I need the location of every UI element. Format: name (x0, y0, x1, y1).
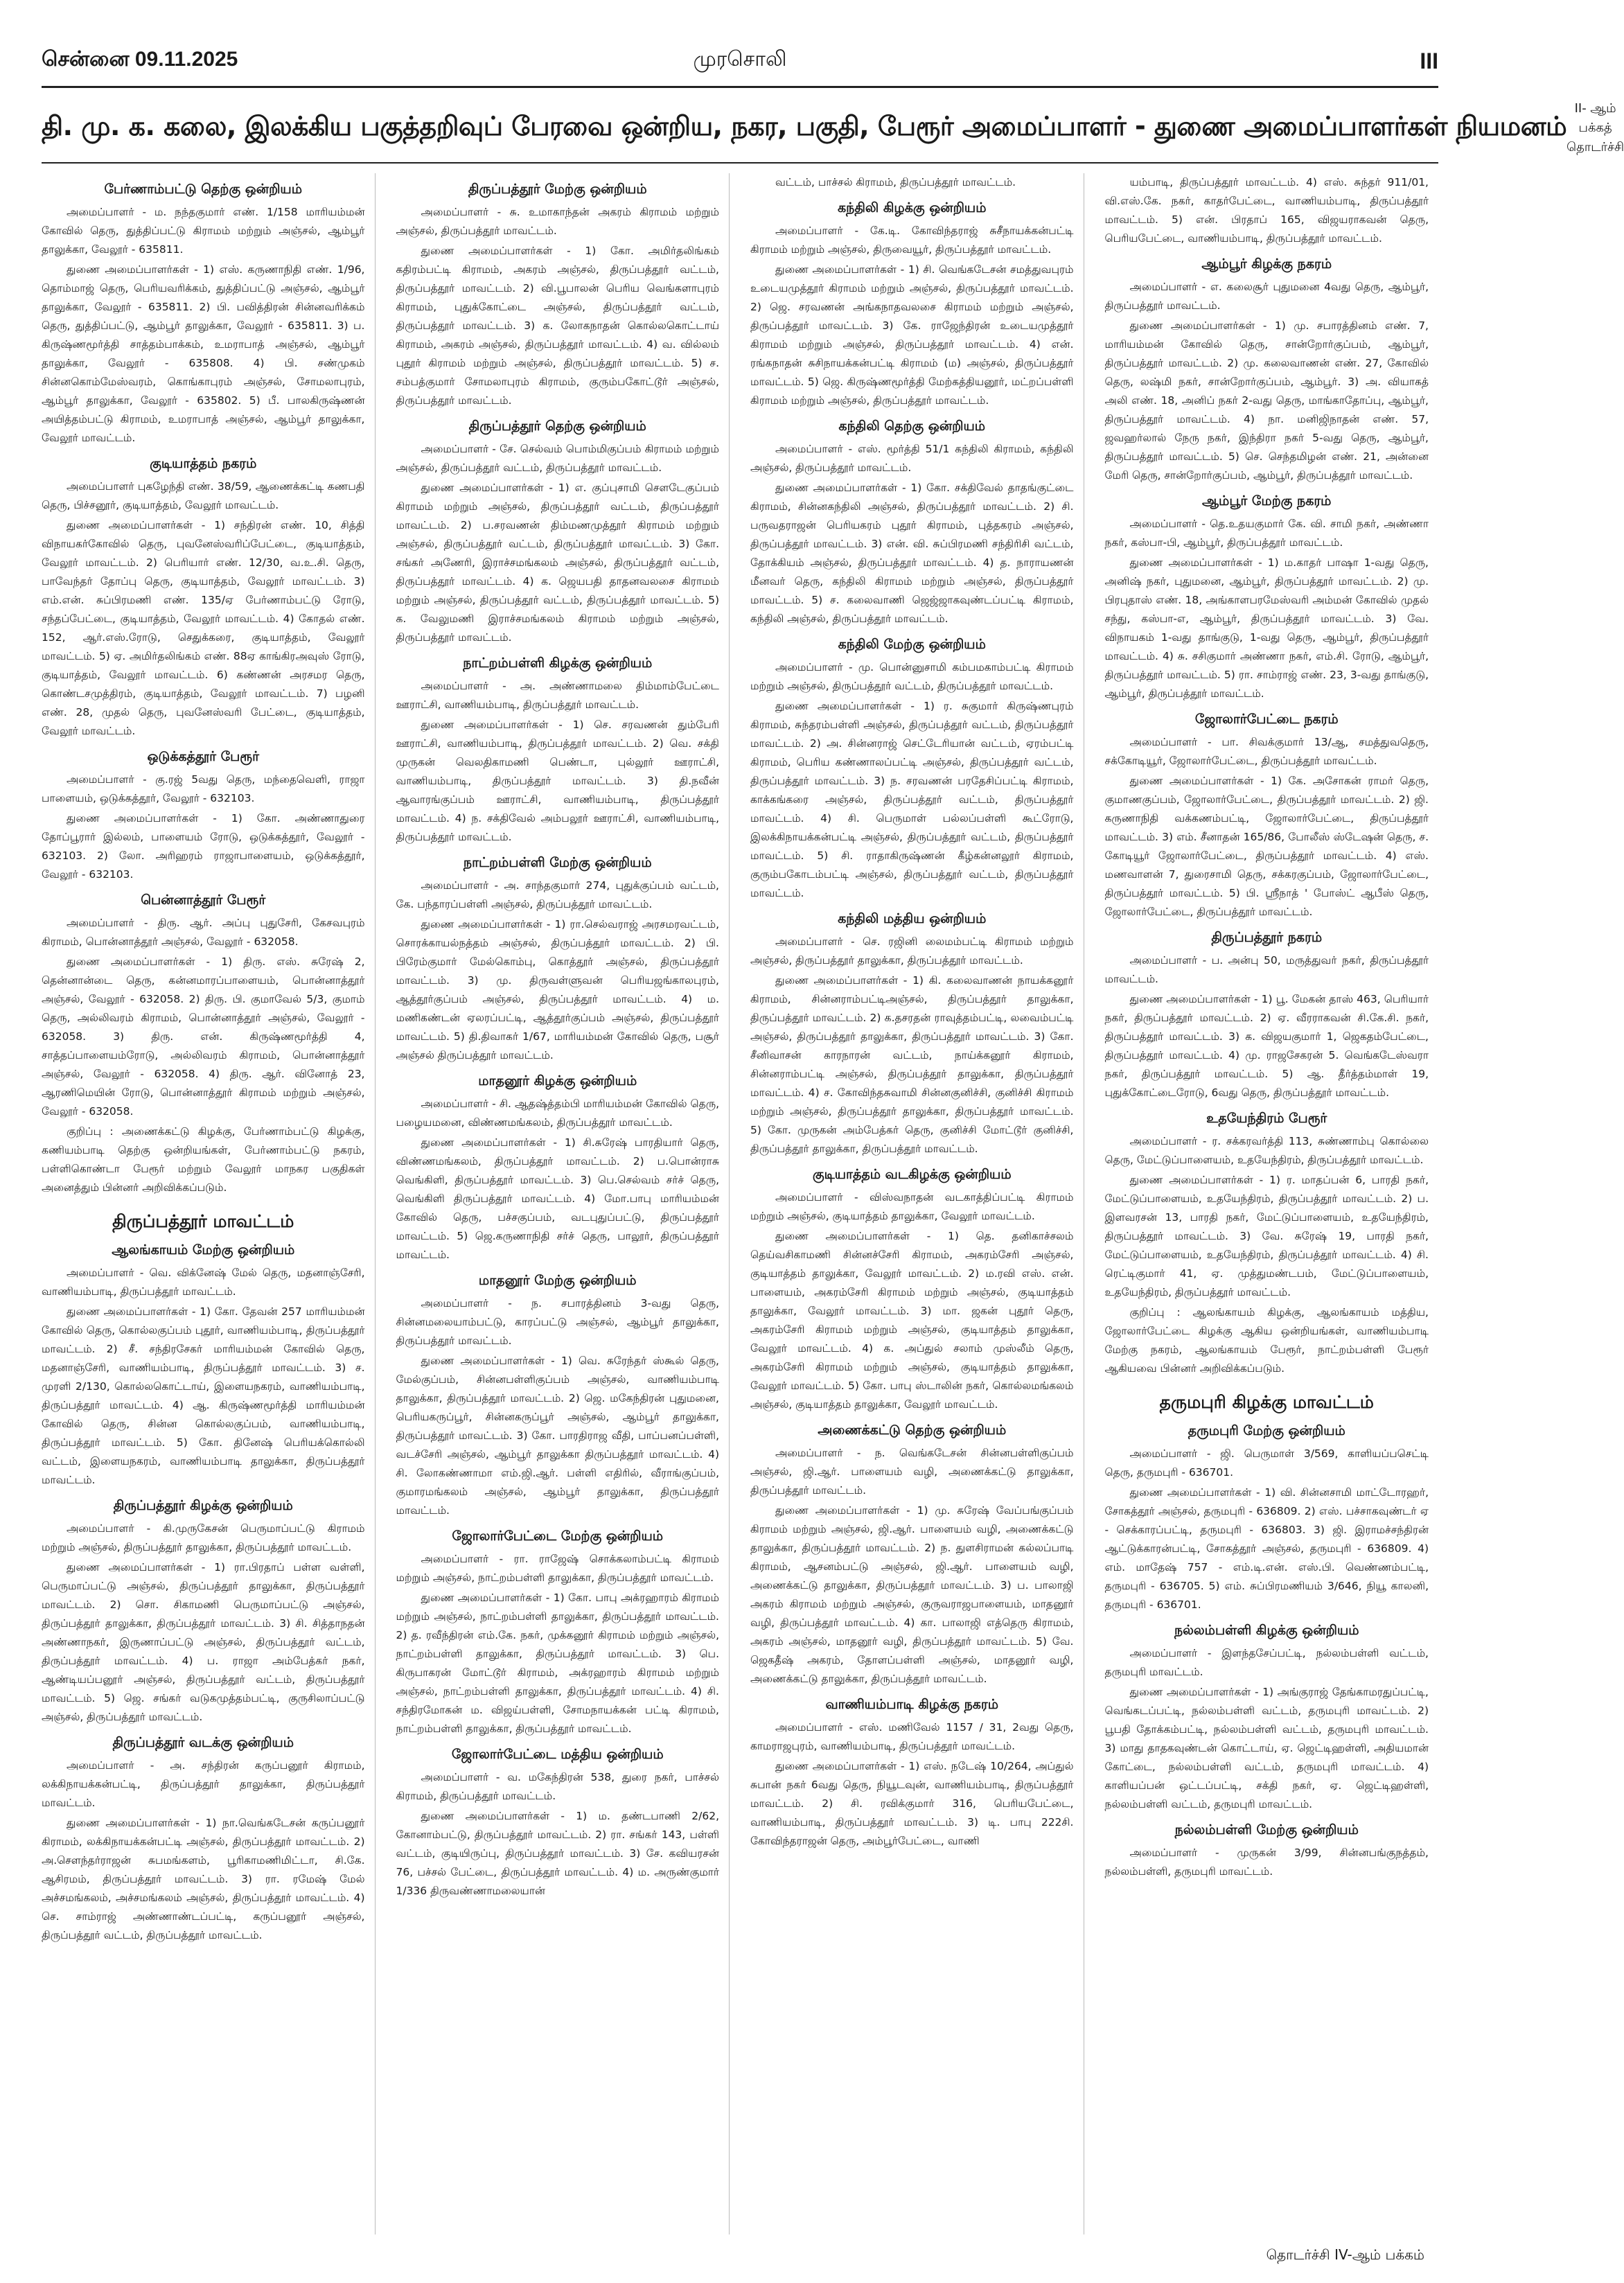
paragraph: அமைப்பாளர் - அ. சாந்தகுமார் 274, புதுக்குப்பம் வட்டம், கே. பந்தாரப்பள்ளி அஞ்சல், திருப்பத்தூர் மாவட்டம். (396, 879, 719, 910)
paragraph: துணை அமைப்பாளர்கள் - 1) ரா.பிரதாப் பள்ள வள்ளி, பெருமாப்பட்டு அஞ்சல், திருப்பத்தூர் தாலுக்கா, திருப்பத்தூர் மாவட்டம். 2) சொ. சிகாமணி பெருமாப்பட்டு அஞ்சல், திருப்பத்தூர் தாலுக்கா, திருப்பத்தூர் மாவட்டம். 3) சி. சித்தாநதன் அண்ணாநகர், இருணாப்பட்டு அஞ்சல், திருப்பத்தூர் வட்டம், திருப்பத்தூர் மாவட்டம். 4) ப. ராஜா அம்பேத்கர் நகர், ஆண்டியப்பனூர் அஞ்சல், திருப்பத்தூர் வட்டம், திருப்பத்தூர் மாவட்டம். 5) ஜெ. சங்கர் வடுகமுத்தம்பட்டி, குருசிலாப்பட்டு அஞ்சல், திருப்பத்தூர் மாவட்டம். (42, 1561, 365, 1723)
paragraph: துணை அமைப்பாளர்கள் - 1) சி. வெங்கடேசன் சமத்துவபுரம் உடையமுத்தூர் கிராமம் மற்றும் அஞ்சல், திருப்பத்தூர் மாவட்டம். 2) ஜெ. சரவணன் அங்கநாதவலசை கிராமம் மற்றும் அஞ்சல், திருப்பத்தூர் மாவட்டம். 3) கே. ராஜேந்திரன் உடையமுத்தூர் கிராமம் மற்றும் அஞ்சல், திருப்பத்தூர் மாவட்டம். 4) என். ரங்கநாதன் சுசிநாயக்கன்பட்டி கிராமம் (ம) அஞ்சல், திருப்பத்தூர் மாவட்டம். 5) ஜெ. கிருஷ்ணமூர்த்தி மேற்கத்தியனூர், மட்றப்பள்ளி கிராமம் மற்றும் அஞ்சல், திருப்பத்தூர் மாவட்டம். (750, 263, 1074, 407)
column-4 (1105, 173, 1439, 2234)
paragraph: துணை அமைப்பாளர்கள் - 1) அங்குராஜ் தேங்காமரதுப்பட்டி, வெங்கடப்பட்டி, நல்லம்பள்ளி வட்டம், தருமபுரி மாவட்டம். 2) பூபதி தோக்கம்பட்டி, நல்லம்பள்ளி வட்டம், தருமபுரி மாவட்டம். 3) மாது தாதகவுண்டன் கொட்டாய், ஏ. ஜெட்டிஹள்ளி, அதியமான் கோட்டை, நல்லம்பள்ளி வட்டம், தருமபுரி மாவட்டம். 4) காளியப்பன் ஒட்டப்பட்டி, சக்தி நகர், ஏ. ஜெட்டிஹள்ளி, நல்லம்பள்ளி வட்டம், தருமபுரி மாவட்டம். (1104, 1686, 1429, 1810)
paragraph: துணை அமைப்பாளர்கள் - 1) எ. குப்புசாமி சௌடேகுப்பம் கிராமம் மற்றும் அஞ்சல், திருப்பத்தூர் வட்டம், திருப்பத்தூர் மாவட்டம். 2) ப.சரவணன் திம்மணமுத்தூர் கிராமம் மற்றும் அஞ்சல், திருப்பத்தூர் வட்டம், திருப்பத்தூர் மாவட்டம். 3) கோ. சங்கர் அணேரி, இராச்சமங்கலம் அஞ்சல், திருப்பத்தூர் வட்டம், திருப்பத்தூர் மாவட்டம். 4) க. ஜெயபதி தாதனவலசை கிராமம் மற்றும் அஞ்சல், திருப்பத்தூர் வட்டம், திருப்பத்தூர் மாவட்டம். 5) க. வேலுமணி இராச்சமங்கலம் கிராமம் மற்றும் அஞ்சல், திருப்பத்தூர் மாவட்டம். (396, 482, 719, 644)
section-heading: நாட்றம்பள்ளி மேற்கு ஒன்றியம் (463, 855, 652, 870)
section-heading: திருப்பத்தூர் கிழக்கு ஒன்றியம் (113, 1498, 293, 1513)
column-1 (42, 173, 376, 2234)
paragraph: துணை அமைப்பாளர்கள் - 1) எஸ். நடேஷ் 10/264, அப்துல் சுபான் நகர் 6வது தெரு, நியூடவுன், வாணியம்பாடி, திருப்பத்தூர் மாவட்டம். 2) சி. ரவிக்குமார் 316, பெரியபேட்டை, வாணியம்பாடி, திருப்பத்தூர் மாவட்டம். 3) டி. பாபு 222சி. கோவிந்தராஜன் தெரு, அம்பூர்பேட்டை, வாணி (750, 1760, 1074, 1847)
section-heading: திருப்பத்தூர் மேற்கு ஒன்றியம் (468, 182, 647, 197)
paragraph: துணை அமைப்பாளர்கள் - 1) வெ. சுரேந்தர் ஸ்கூல் தெரு, மேல்குப்பம், சின்னபள்ளிகுப்பம் அஞ்சல், வாணியம்பாடி தாலுக்கா, திருப்பத்தூர் மாவட்டம். 2) ஜெ. மகேந்திரன் புதுமனை, பெரியகருப்பூர், சின்னகருப்பூர் அஞ்சல், ஆம்பூர் தாலுக்கா, திருப்பத்தூர் மாவட்டம். 3) கோ. பாரதிராஜ வீதி, பாப்பனப்பள்ளி, வடச்சேரி அஞ்சல், ஆம்பூர் தாலுக்கா திருப்பத்தூர் மாவட்டம். 4) சி. லோகண்ணாமா எம்.ஜி.ஆர். பள்ளி எதிரில், வீராங்குப்பம், குமாரமங்கலம் அஞ்சல், ஆம்பூர் தாலுக்கா, திருப்பத்தூர் மாவட்டம். (396, 1355, 719, 1517)
paragraph: துணை அமைப்பாளர்கள் - 1) ம. தண்டபாணி 2/62, கோனாம்பட்டு, திருப்பத்தூர் மாவட்டம். 2) ரா. சங்கர் 143, பள்ளி வட்டம், குடியிருப்பு, திருப்பத்தூர் மாவட்டம். 3) சே. கவியரசன் 76, பச்சல் பேட்டை, திருப்பத்தூர் மாவட்டம். 4) ம. அருண்குமார் 1/336 திருவண்ணாமலையான் (396, 1810, 719, 1897)
headline-row (42, 97, 1624, 159)
column-2 (396, 173, 730, 2234)
paragraph: துணை அமைப்பாளர்கள் - 1) பூ. மேகன் தாஸ் 463, பெரியார் நகர், திருப்பத்தூர் மாவட்டம். 2) ஏ. வீரராகவன் சி.கே.சி. நகர், திருப்பத்தூர் மாவட்டம். 3) க. விஜயகுமார் 1, ஜெகதம்பேட்டை, திருப்பத்தூர் மாவட்டம். 4) மு. ராஜசேகரன் 5. வெங்கடேஸ்வரா நகர், திருப்பத்தூர் மாவட்டம். 5) ஆ. தீர்த்தம்மாள் 19, புதுக்கோட்டைரோடு, 6வது தெரு, திருப்பத்தூர் மாவட்டம். (1104, 993, 1429, 1099)
section-heading: வாணியம்பாடி கிழக்கு நகரம் (825, 1697, 999, 1712)
article-columns (42, 173, 1438, 2234)
section-heading: ஜோலார்பேட்டை நகரம் (1194, 712, 1339, 727)
section-heading: தருமபுரி மேற்கு ஒன்றியம் (1188, 1423, 1345, 1438)
paragraph: குறிப்பு : ஆலங்காயம் கிழக்கு, ஆலங்காயம் மத்திய, ஜோலார்பேட்டை கிழக்கு ஆகிய ஒன்றியங்கள், வாணியம்பாடி மேற்கு நகரம், ஆலங்காயம் பேரூர், நாட்றம்பள்ளி பேரூர் ஆகியவை பின்னர் அறிவிக்கப்படும். (1104, 1306, 1429, 1375)
paragraph: துணை அமைப்பாளர்கள் - 1) கோ. சக்திவேல் தாதங்குட்டை கிராமம், சின்னகந்திலி அஞ்சல், திருப்பத்தூர் மாவட்டம். 2) சி. பருவதராஜன் பெரியகரம் புதூர் கிராமம், புத்தகரம் அஞ்சல், திருப்பத்தூர் மாவட்டம். 3) என். வி. சுப்பிரமணி சந்திரிசி வட்டம், தோக்கியம் அஞ்சல், திருப்பத்தூர் மாவட்டம். 4) த. நாராயணன் மீனவர் தெரு, கந்திலி கிராமம் மற்றும் அஞ்சல், திருப்பத்தூர் மாவட்டம். 5) ச. கலைவாணி ஜெஜ்ஜாகவுண்டப்பட்டி கிராமம், கந்திலி அஞ்சல், திருப்பத்தூர் மாவட்டம். (750, 482, 1074, 625)
paragraph: துணை அமைப்பாளர்கள் - 1) நா.வெங்கடேசன் கருப்பனூர் கிராமம், லக்கிநாயக்கன்பட்டி அஞ்சல், திருப்பத்தூர் மாவட்டம். 2) அ.சௌந்தர்ராஜன் சுபமங்களம், பூரிகாமணிமிட்டா, சி.கே. ஆசிரமம், திருப்பத்தூர் மாவட்டம். 3) ரா. ரமேஷ் மேல் அச்சமங்கலம், அச்சமங்கலம் அஞ்சல், திருப்பத்தூர் மாவட்டம். 4) செ. சாம்ராஜ் அண்ணாண்டப்பட்டி, கருப்பனூர் அஞ்சல், திருப்பத்தூர் வட்டம், திருப்பத்தூர் மாவட்டம். (42, 1817, 365, 1941)
paragraph: அமைப்பாளர் - விஸ்வநாதன் வடகாத்திப்பட்டி கிராமம் மற்றும் அஞ்சல், குடியாத்தம் தாலுக்கா, வேலூர் மாவட்டம். (750, 1191, 1074, 1222)
paragraph: அமைப்பாளர் - முருகன் 3/99, சின்னபங்குநத்தம், நல்லம்பள்ளி, தருமபுரி மாவட்டம். (1104, 1846, 1429, 1878)
paragraph: அமைப்பாளர் - ந. வெங்கடேசன் சின்னபள்ளிகுப்பம் அஞ்சல், ஜி.ஆர். பாளையம் வழி, அணைக்கட்டு தாலுக்கா, திருப்பத்தூர் மாவட்டம். (750, 1447, 1074, 1497)
continued-footer: தொடர்ச்சி IV-ஆம் பக்கம் (1266, 2246, 1424, 2263)
paragraph: அமைப்பாளர் - ரா. ராஜேஷ் சொக்கலாம்பட்டி கிராமம் மற்றும் அஞ்சல், நாட்றம்பள்ளி தாலுக்கா, திருப்பத்தூர் மாவட்டம். (396, 1553, 719, 1584)
section-heading: ஆலங்காயம் மேற்கு ஒன்றியம் (112, 1242, 295, 1258)
paragraph: அமைப்பாளர் - வெ. விக்னேஷ் மேல் தெரு, மதனாஞ்சேரி, வாணியம்பாடி, திருப்பத்தூர் மாவட்டம். (42, 1267, 365, 1298)
paragraph: துணை அமைப்பாளர்கள் - 1) மு. சபாரத்தினம் எண். 7, மாரியம்மன் கோவில் தெரு, சான்றோர்குப்பம், ஆம்பூர், திருப்பத்தூர் மாவட்டம். 2) மு. கலைவாணன் எண். 27, கோவில் தெரு, லஷ்மி நகர், சான்றோர்குப்பம், ஆம்பூர். 3) அ. வியாகத் அலி எண். 18, அனிப் நகர் 2-வது தெரு, மாங்காதோப்பு, ஆம்பூர், திருப்பத்தூர் மாவட்டம். 4) நா. மனிஜிநாதன் எண். 57, ஜவஹர்லால் நேரு நகர், இந்திரா நகர் 5-வது தெரு, ஆம்பூர், திருப்பத்தூர் மாவட்டம். 5) செ. செந்தமிழன் எண். 21, அன்னை மேரி தெரு, சான்றோர்குப்பம், ஆம்பூர், திருப்பத்தூர் மாவட்டம். (1104, 319, 1429, 482)
headline-rule (42, 162, 1438, 164)
paragraph: துணை அமைப்பாளர்கள் - 1) கோ. அண்ணாதுரை தோப்பூரார் இல்லம், பாளையம் ரோடு, ஒடுக்கத்தூர், வேலூர் - 632103. 2) லோ. அரிஹரம் ராஜாபாளையம், ஒடுக்கத்தூர், வேலூர் - 632103. (42, 812, 365, 881)
paragraph: அமைப்பாளர் - ஜி. பெருமாள் 3/569, காளியப்பசெட்டி தெரு, தருமபுரி - 636701. (1104, 1447, 1429, 1479)
section-heading: ஜோலார்பேட்டை மத்திய ஒன்றியம் (451, 1747, 664, 1762)
top-rule (42, 86, 1438, 88)
section-heading: திருப்பத்தூர் தெற்கு ஒன்றியம் (468, 418, 646, 434)
paragraph: துணை அமைப்பாளர்கள் - 1) சந்திரன் எண். 10, சித்தி விநாயகர்கோவில் தெரு, புவனேஸ்வரிப்பேட்டை, குடியாத்தம், வேலூர் மாவட்டம். 2) பெரியார் எண். 12/30, வ.உ.சி. தெரு, பாவேந்தர் தோப்பு தெரு, குடியாத்தம், வேலூர் மாவட்டம். 3) எம்.என். சுப்பிரமணி எண். 135/ஏ பேர்ணாம்பட்டு ரோடு, சந்தப்பேட்டை, குடியாத்தம், வேலூர் மாவட்டம். 4) கோதல் எண். 152, ஆர்.எஸ்.ரோடு, செதுக்கரை, குடியாத்தம், வேலூர் மாவட்டம். 5) ஏ. அமிர்தலிங்கம் எண். 88ஏ காங்கிரஅவுஸ் ரோடு, குடியாத்தம், வேலூர் மாவட்டம். 6) கண்ணன் அரசமர தெரு, கொண்டசமுத்திரம், குடியாத்தம், வேலூர் மாவட்டம். 7) பழனி எண். 28, முதல் தெரு, புவனேஸ்வரி பேட்டை, குடியாத்தம், வேலூர் மாவட்டம். (42, 519, 365, 737)
page-number: III (1420, 48, 1438, 73)
district-heading: திருப்பத்தூர் மாவட்டம் (112, 1211, 294, 1231)
page-headline: தி. மு. க. கலை, இலக்கிய பகுத்தறிவுப் பேரவை ஒன்றிய, நகர, பகுதி, பேரூர் அமைப்பாளர் - துணை அமைப்பாளர்கள் நியமனம் (42, 111, 1567, 141)
newspaper-name: முரசொலி (693, 48, 787, 71)
paragraph: துணை அமைப்பாளர்கள் - 1) ர. மாதப்பன் 6, பாரதி நகர், மேட்டுப்பாளையம், உதயேந்திரம், திருப்பத்தூர் மாவட்டம். 2) ப. இளவரசன் 13, பாரதி நகர், மேட்டுப்பாளையம், உதயேந்திரம், திருப்பத்தூர் மாவட்டம். 3) வே. சுரேஷ் 19, பாரதி நகர், மேட்டுப்பாளையம், உதயேந்திரம், திருப்பத்தூர் மாவட்டம். 4) சி. ரெட்டிகுமார் 41, ஏ. முத்துமண்டபம், மேட்டுப்பாளையம், உதயேந்திரம், திருப்பத்தூர் மாவட்டம். (1104, 1174, 1429, 1298)
section-heading: மாதனூர் கிழக்கு ஒன்றியம் (478, 1073, 637, 1088)
paragraph: துணை அமைப்பாளர்கள் - 1) கோ. தேவன் 257 மாரியம்மன் கோவில் தெரு, கொல்லகுப்பம் புதூர், வாணியம்பாடி, திருப்பத்தூர் மாவட்டம். 2) சீ. சந்திரசேகர் மாரியம்மன் கோவில் தெரு, மதனாஞ்சேரி, வாணியம்பாடி, திருப்பத்தூர் மாவட்டம். 3) ச. முரளி 2/130, கொல்லகொட்டாய், இளையநகரம், வாணியம்பாடி, திருப்பத்தூர் மாவட்டம். 4) ஆ. கிருஷ்ணமூர்த்தி மாரியம்மன் கோவில் தெரு, சின்ன கொல்லகுப்பம், வாணியம்பாடி, திருப்பத்தூர் மாவட்டம். 5) கோ. தினேஷ் பெரியக்கொல்லி வட்டம், இளையநகரம், வாணியம்பாடி தாலுக்கா, திருப்பத்தூர் மாவட்டம். (42, 1305, 365, 1486)
paragraph: யம்பாடி, திருப்பத்தூர் மாவட்டம். 4) எஸ். சுந்தர் 911/01, வி.எஸ்.கே. நகர், காதர்பேட்டை, வாணியம்பாடி, திருப்பத்தூர் மாவட்டம். 5) என். பிரதாப் 165, விஜயராகவன் தெரு, பெரியபேட்டை, வாணியம்பாடி, திருப்பத்தூர் மாவட்டம். (1104, 176, 1429, 245)
section-heading: கந்திலி கிழக்கு ஒன்றியம் (837, 200, 987, 215)
section-heading: கந்திலி மத்திய ஒன்றியம் (838, 911, 987, 926)
paragraph: துணை அமைப்பாளர்கள் - 1) கோ. பாபு அக்ரஹாரம் கிராமம் மற்றும் அஞ்சல், நாட்றம்பள்ளி தாலுக்கா, திருப்பத்தூர் மாவட்டம். 2) த. ரவீந்திரன் எம்.கே. நகர், முக்கனூர் கிராமம் மற்றும் அஞ்சல், நாட்றம்பள்ளி தாலுக்கா, திருப்பத்தூர் மாவட்டம். 3) பெ. கிருபாகரன் மோட்டூர் கிராமம், அக்ரஹாரம் கிராமம் மற்றும் அஞ்சல், நாட்றம்பள்ளி தாலுக்கா, திருப்பத்தூர் மாவட்டம். 4) சி. சந்திரமோகன் ம. விஜய்பள்ளி, சோமநாயக்கன் பட்டி கிராமம், நாட்றம்பள்ளி தாலுக்கா, திருப்பத்தூர் மாவட்டம். (396, 1592, 719, 1735)
paragraph: அமைப்பாளர் - கி.முருகேசன் பெருமாப்பட்டு கிராமம் மற்றும் அஞ்சல், திருப்பத்தூர் தாலுக்கா, திருப்பத்தூர் மாவட்டம். (42, 1522, 365, 1553)
section-heading: பென்னாத்தூர் பேரூர் (141, 892, 266, 908)
paragraph: துணை அமைப்பாளர்கள் - 1) ரா.செல்வராஜ் அரசமரவட்டம், சொரக்காயல்நத்தம் அஞ்சல், திருப்பத்தூர் மாவட்டம். 2) பி. பிரேம்குமார் மேல்கொம்பு, கொத்தூர் அஞ்சல், திருப்பத்தூர் மாவட்டம். 3) மு. திருவள்ளுவன் பெரியஜங்காலபுரம், ஆத்தூர்குப்பம் அஞ்சல், திருப்பத்தூர் மாவட்டம். 4) ம. மணிகண்டன் ஏலரப்பட்டி, ஆத்தூர்குப்பம் அஞ்சல், திருப்பத்தூர் மாவட்டம். 5) தி.திவாகர் 1/67, மாரியம்மன் கோவில் தெரு, பசூர் அஞ்சல் திருப்பத்தூர் மாவட்டம். (396, 918, 719, 1061)
section-heading: கந்திலி தெற்கு ஒன்றியம் (838, 418, 986, 434)
section-heading: ஜோலார்பேட்டை மேற்கு ஒன்றியம் (452, 1528, 664, 1544)
section-heading: ஒடுக்கத்தூர் பேரூர் (147, 749, 259, 764)
paragraph: அமைப்பாளர் - அ. அண்ணாமலை திம்மாம்பேட்டை ஊராட்சி, வாணியம்பாடி, திருப்பத்தூர் மாவட்டம். (396, 680, 719, 711)
paragraph: அமைப்பாளர் - எஸ். மணிவேல் 1157 / 31, 2வது தெரு, காமராஜபுரம், வாணியம்பாடி, திருப்பத்தூர் மாவட்டம். (750, 1721, 1074, 1752)
paragraph: துணை அமைப்பாளர்கள் - 1) ர. சுகுமார் கிருஷ்ணபுரம் கிராமம், சுந்தரம்பள்ளி அஞ்சல், திருப்பத்தூர் வட்டம், திருப்பத்தூர் மாவட்டம். 2) அ. சின்னராஜ் செட்டேரியான் வட்டம், ஏரம்பட்டி கிராமம், பெரிய கண்ணாலப்பட்டி அஞ்சல், திருப்பத்தூர் வட்டம், திருப்பத்தூர் மாவட்டம். 3) ந. சரவணன் பரதேசிப்பட்டி கிராமம், காக்கங்கரை அஞ்சல், திருப்பத்தூர் வட்டம், திருப்பத்தூர் மாவட்டம். 4) சி. பெருமாள் பல்லப்பள்ளி கூட்ரோடு, இலக்கிநாயக்கன்பட்டி அஞ்சல், திருப்பத்தூர் வட்டம், திருப்பத்தூர் மாவட்டம். 5) சி. ராதாகிருஷ்ணன் கீழ்கன்னலூர் கிராமம், குரும்பகோடம்பட்டி அஞ்சல், திருப்பத்தூர் வட்டம், திருப்பத்தூர் மாவட்டம். (750, 700, 1074, 899)
paragraph: அமைப்பாளர் - கே.டி. கோவிந்தராஜ் சுசீநாயக்கன்பட்டி கிராமம் மற்றும் அஞ்சல், திருவையூர், திருப்பத்தூர் மாவட்டம். (750, 224, 1074, 256)
section-heading: திருப்பத்தூர் வடக்கு ஒன்றியம் (112, 1735, 294, 1750)
paragraph: துணை அமைப்பாளர்கள் - 1) எஸ். கருணாநிதி எண். 1/96, தொம்மாஜ் தெரு, பெரியவரிக்கம், துத்திப்பட்டு அஞ்சல், ஆம்பூர் தாலுக்கா, வேலூர் - 635811. 2) பி. பவித்திரன் சின்னவரிக்கம் தெரு, துத்திப்பட்டு, ஆம்பூர் தாலுக்கா, வேலூர் - 635811. 3) ப. கிருஷ்ணமூர்த்தி சாத்தம்பாக்கம், உமராபாத் அஞ்சல், ஆம்பூர் தாலுக்கா, வேலூர் - 635808. 4) பி. சண்முகம் சின்னகொம்மேஸ்வரம், கொங்காபுரம் அஞ்சல், சோமலாபுரம், ஆம்பூர் தாலுக்கா, வேலூர் - 635802. 5) பீ. பாலகிருஷ்ணன் அயித்தம்பட்டு கிராமம், உமராபாத் அஞ்சல், ஆம்பூர் தாலுக்கா, வேலூர் மாவட்டம். (42, 263, 365, 444)
section-heading: ஆம்பூர் கிழக்கு நகரம் (1201, 256, 1332, 272)
column-3 (750, 173, 1084, 2234)
paragraph: துணை அமைப்பாளர்கள் - 1) சி.சுரேஷ் பாரதியார் தெரு, விண்ணமங்கலம், திருப்பத்தூர் மாவட்டம். 2) ப.பொன்ராசு வெங்கிளி, திருப்பத்தூர் மாவட்டம். 3) பெ.செல்வம் சர்ச் தெரு, வெங்கிளி திருப்பத்தூர் மாவட்டம். 4) மோ.பாபு மாரியம்மன் கோவில் தெரு, பச்சகுப்பம், வடபுதுப்பட்டு, திருப்பத்தூர் மாவட்டம். 5) ஜெ.கருணாநிதி சர்ச் தெரு, பாலூர், திருப்பத்தூர் மாவட்டம். (396, 1136, 719, 1261)
continuation-line-2: தொடர்ச்சி (1566, 140, 1624, 155)
paragraph: அமைப்பாளர் - மு. பொன்னுசாமி கம்பமகாம்பட்டி கிராமம் மற்றும் அஞ்சல், திருப்பத்தூர் வட்டம், திருப்பத்தூர் மாவட்டம். (750, 661, 1074, 692)
paragraph: அமைப்பாளர் - ப. அன்பு 50, மருத்துவர் நகர், திருப்பத்தூர் மாவட்டம். (1104, 954, 1429, 985)
continuation-line-1: II- ஆம் பக்கத் (1574, 101, 1616, 135)
paragraph: அமைப்பாளர் - சி. ஆதஷ்த்தம்பி மாரியம்மன் கோவில் தெரு, பழையமனை, விண்ணமங்கலம், திருப்பத்தூர் மாவட்டம். (396, 1098, 719, 1129)
continuation-note (1566, 99, 1624, 157)
paragraph: துணை அமைப்பாளர்கள் - 1) ம.காதர் பாஷா 1-வது தெரு, அனிஷ் நகர், புதுமனை, ஆம்பூர், திருப்பத்தூர் மாவட்டம். 2) மு. பிரபுதாஸ் எண். 18, அங்காளபரமேஸ்வரி அம்மன் கோவில் முதல் சந்து, கஸ்பா-எ, ஆம்பூர், திருப்பத்தூர் மாவட்டம். 3) வே. விநாயகம் 1-வது தாங்குடு, 1-வது தெரு, ஆம்பூர், திருப்பத்தூர் மாவட்டம். 4) சு. சசிகுமார் அண்ணா நகர், எம்.சி. ரோடு, ஆம்பூர், திருப்பத்தூர் மாவட்டம். 5) ரா. சாம்ராஜ் எண். 23, 3-வது தாங்குடு, ஆம்பூர், திருப்பத்தூர் மாவட்டம். (1104, 556, 1429, 700)
paragraph: அமைப்பாளர் - எஸ். மூர்த்தி 51/1 கந்திலி கிராமம், கந்திலி அஞ்சல், திருப்பத்தூர் மாவட்டம். (750, 443, 1074, 474)
section-heading: நல்லம்பள்ளி மேற்கு ஒன்றியம் (1174, 1822, 1359, 1837)
paragraph: அமைப்பாளர் - செ. ரஜினி லைமம்பட்டி கிராமம் மற்றும் அஞ்சல், திருப்பத்தூர் தாலுக்கா, திருப்பத்தூர் மாவட்டம். (750, 935, 1074, 967)
section-heading: நல்லம்பள்ளி கிழக்கு ஒன்றியம் (1174, 1623, 1359, 1638)
section-heading: உதயேந்திரம் பேரூர் (1206, 1111, 1327, 1126)
paragraph: துணை அமைப்பாளர்கள் - 1) தெ. தனிகாச்சலம் தெய்வசிகாமணி சின்னச்சேரி கிராமம், அகரம்சேரி அஞ்சல், குடியாத்தம் தாலுக்கா, வேலூர் மாவட்டம். 2) ம.ரவி எஸ். என். பாளையம், அகரம்சேரி கிராமம் மற்றும் அஞ்சல், குடியாத்தம் தாலுக்கா, வேலூர் மாவட்டம். 3) மா. ஜகன் புதூர் தெரு, அகரம்சேரி கிராமம் மற்றும் அஞ்சல், குடியாத்தம் தாலுக்கா, வேலூர் மாவட்டம். 4) க. அப்துல் சலாம் முஸ்லீம் தெரு, அகரம்சேரி கிராமம் மற்றும் அஞ்சல், குடியாத்தம் தாலுக்கா, வேலூர் மாவட்டம். 5) கோ. பாபு ஸ்டாலின் நகர், கொல்லமங்கலம் அஞ்சல், குடியாத்தம் தாலுக்கா, வேலூர் மாவட்டம். (750, 1230, 1074, 1411)
paragraph: அமைப்பாளர் - சு. உமாகாந்தன் அகரம் கிராமம் மற்றும் அஞ்சல், திருப்பத்தூர் மாவட்டம். (396, 206, 719, 237)
section-heading: நாட்றம்பள்ளி கிழக்கு ஒன்றியம் (463, 655, 653, 671)
paragraph: துணை அமைப்பாளர்கள் - 1) திரு. எஸ். சுரேஷ் 2, தென்னான்டை தெரு, கன்னமாரப்பாளையம், பொன்னாத்தூர் அஞ்சல், வேலூர் - 632058. 2) திரு. பி. குமாவேல் 5/3, குமாம் தெரு, அல்லிவரம் கிராமம், பொன்னாத்தூர் அஞ்சல், வேலூர் - 632058. 3) திரு. என். கிருஷ்ணமூர்த்தி 4, சாத்தப்பாளையம்ரோடு, அல்லிவரம் கிராமம், பொன்னாத்தூர் அஞ்சல், வேலூர் - 632058. 4) திரு. ஆர். வினோத் 23, ஆரணிமெயின் ரோடு, பொன்னாத்தூர் கிராமம் மற்றும் அஞ்சல், வேலூர் - 632058. (42, 955, 365, 1118)
paragraph: அமைப்பாளர் - இளந்தசேப்பட்டி, நல்லம்பள்ளி வட்டம், தருமபுரி மாவட்டம். (1104, 1647, 1429, 1678)
section-heading: மாதனூர் மேற்கு ஒன்றியம் (478, 1273, 637, 1288)
paragraph: துணை அமைப்பாளர்கள் - 1) மு. சுரேஷ் வேப்பங்குப்பம் கிராமம் மற்றும் அஞ்சல், ஜி.ஆர். பாளையம் வழி, அணைக்கட்டு தாலுக்கா, திருப்பத்தூர் மாவட்டம். 2) ந. துளசிராமன் கல்லப்பாடி கிராமம், ஆசனம்பட்டு அஞ்சல், ஜி.ஆர். பாளையம் வழி, அணைக்கட்டு தாலுக்கா, திருப்பத்தூர் மாவட்டம். 3) ப. பாலாஜி அகரம் கிராமம் மற்றும் அஞ்சல், குருவராஜபாளையம், மாதனூர் வழி, திருப்பத்தூர் மாவட்டம். 4) கா. பாலாஜி எத்தெரு கிராமம், அகரம் அஞ்சல், மாதனூர் வழி, திருப்பத்தூர் மாவட்டம். 5) வே. ஜெகதீஷ் அகரம், தோளப்பள்ளி அஞ்சல், மாதனூர் வழி, அணைக்கட்டு தாலுக்கா, திருப்பத்தூர் மாவட்டம். (750, 1504, 1074, 1685)
paragraph: அமைப்பாளர் - வ. மகேந்திரன் 538, துரை நகர், பாச்சல் கிராமம், திருப்பத்தூர் மாவட்டம். (396, 1771, 719, 1802)
section-heading: ஆம்பூர் மேற்கு நகரம் (1202, 493, 1332, 509)
date-line: சென்னை 09.11.2025 (42, 48, 238, 71)
paragraph: துணை அமைப்பாளர்கள் - 1) கே. அசோகன் ராமர் தெரு, குமாணகுப்பம், ஜோலார்பேட்டை, திருப்பத்தூர் மாவட்டம். 2) ஜி. கருணாநிதி வக்கணம்பட்டி, ஜோலார்பேட்டை, திருப்பத்தூர் மாவட்டம். 3) எம். சீனாதன் 165/86, போலீஸ் ஸ்டேஷன் தெரு, ச. கோடியூர் ஜோலார்பேட்டை, திருப்பத்தூர் மாவட்டம். 4) எஸ். மணவாளன் 7, துரைசாமி தெரு, சக்கரகுப்பம், ஜோலார்பேட்டை, திருப்பத்தூர் மாவட்டம். 5) பி. ஸ்ரீநாத் ' போஸ்ட் ஆபீஸ் தெரு, ஜோலார்பேட்டை, திருப்பத்தூர் மாவட்டம். (1104, 775, 1429, 918)
paragraph: துணை அமைப்பாளர்கள் - 1) கோ. அமிர்தலிங்கம் கதிரம்பட்டி கிராமம், அகரம் அஞ்சல், திருப்பத்தூர் வட்டம், திருப்பத்தூர் மாவட்டம். 2) வி.பூபாலன் பெரிய வெங்களாபுரம் கிராமம், புதுக்கோட்டை அஞ்சல், திருப்பத்தூர் வட்டம், திருப்பத்தூர் மாவட்டம். 3) க. லோகநாதன் கொல்லகொட்டாய் கிராமம், அகரம் அஞ்சல், திருப்பத்தூர் மாவட்டம். 4) வ. வில்லம் புதூர் கிராமம் மற்றும் அஞ்சல், திருப்பத்தூர் மாவட்டம். 5) ச. சம்பத்குமார் சோமலாபுரம் கிராமம், குரும்பகோட்டூர் அஞ்சல், திருப்பத்தூர் மாவட்டம். (396, 245, 719, 407)
section-heading: கந்திலி மேற்கு ஒன்றியம் (838, 637, 986, 652)
masthead (42, 40, 1438, 82)
paragraph: அமைப்பாளர் - பா. சிவக்குமார் 13/ஆ, சமத்துவதெரு, சக்கோடியூர், ஜோலார்பேட்டை, திருப்பத்தூர் மாவட்டம். (1104, 736, 1429, 767)
section-heading: குடியாத்தம் வடகிழக்கு ஒன்றியம் (812, 1167, 1012, 1182)
paragraph: வட்டம், பாச்சல் கிராமம், திருப்பத்தூர் மாவட்டம். (775, 176, 1016, 188)
paragraph: துணை அமைப்பாளர்கள் - 1) செ. சரவணன் தும்பேரி ஊராட்சி, வாணியம்பாடி, திருப்பத்தூர் மாவட்டம். 2) வெ. சக்தி முருகன் வெலதிகாமணி பெண்டா, புல்லூர் ஊராட்சி, வாணியம்பாடி, திருப்பத்தூர் மாவட்டம். 3) தி.நவீன் ஆவாரங்குப்பம் ஊராட்சி, வாணியம்பாடி, திருப்பத்தூர் மாவட்டம். 4) ந. சக்திவேல் அம்பலூர் ஊராட்சி, வாணியம்பாடி, திருப்பத்தூர் மாவட்டம். (396, 719, 719, 843)
paragraph: அமைப்பாளர் - திரு. ஆர். அப்பு புதுசேரி, கேசவபுரம் கிராமம், பொன்னாத்தூர் அஞ்சல், வேலூர் - 632058. (42, 917, 365, 948)
paragraph: குறிப்பு : அணைக்கட்டு கிழக்கு, பேர்ணாம்பட்டு கிழக்கு, கணியம்பாடி தெற்கு ஒன்றியங்கள், பேர்ணாம்பட்டு நகரம், பள்ளிகொண்டா பேரூர் மற்றும் வேலூர் மாநகர பகுதிகள் அனைத்தும் பின்னர் அறிவிக்கப்படும். (42, 1125, 365, 1194)
paragraph: அமைப்பாளர் - தெ.உதயகுமார் கே. வி. சாமி நகர், அண்ணா நகர், கஸ்பா-பி, ஆம்பூர், திருப்பத்தூர் மாவட்டம். (1104, 518, 1429, 549)
section-heading: பேர்ணாம்பட்டு தெற்கு ஒன்றியம் (104, 182, 303, 197)
paragraph: அமைப்பாளர் - கு.ரஜ் 5வது தெரு, மந்தைவெளி, ராஜா பாளையம், ஒடுக்கத்தூர், வேலூர் - 632103. (42, 773, 365, 804)
section-heading: குடியாத்தம் நகரம் (150, 456, 257, 471)
paragraph: துணை அமைப்பாளர்கள் - 1) கி. கலைவாணன் நாயக்கனூர் கிராமம், சின்னராம்பட்டிஅஞ்சல், திருப்பத்தூர் தாலுக்கா, திருப்பத்தூர் மாவட்டம். 2) க.தசரதன் ராவுத்தம்பட்டி, லவைம்பட்டி அஞ்சல், திருப்பத்தூர் தாலுக்கா, திருப்பத்தூர் மாவட்டம். 3) கோ. சீனிவாசன் காரநாரன் வட்டம், நாய்க்கனூர் கிராமம், சின்னராம்பட்டி அஞ்சல், திருப்பத்தூர் தாலுக்கா, திருப்பத்தூர் மாவட்டம். 4) ச. கோவிந்தசுவாமி சின்னகுனிச்சி, குனிச்சி கிராமம் மற்றும் அஞ்சல், திருப்பத்தூர் தாலுக்கா, திருப்பத்தூர் மாவட்டம். 5) கோ. முருகன் அம்பேத்கர் தெரு, குனிச்சி மோட்டூர் குனிச்சி, திருப்பத்தூர் தாலுக்கா, திருப்பத்தூர் மாவட்டம். (750, 974, 1074, 1155)
paragraph: அமைப்பாளர் புகழேந்தி எண். 38/59, ஆணைக்கட்டி கணபதி தெரு, பிச்சனூர், குடியாத்தம், வேலூர் மாவட்டம். (42, 480, 365, 511)
paragraph: துணை அமைப்பாளர்கள் - 1) வி. சின்னசாமி மாட்டோரஹர், சோகத்தூர் அஞ்சல், தருமபுரி - 636809. 2) எஸ். பச்சாகவுண்டர் ஏ - செக்காரப்பட்டி, தருமபுரி - 636803. 3) ஜி. இராமச்சந்திரன் ஆட்டுக்காரன்பட்டி, சோகத்தூர் அஞ்சல், தருமபுரி - 636809. 4) எம். மாதேஷ் 757 - எம்.டி.என். எஸ்.பி. வெண்ணம்பட்டி, தருமபுரி - 636705. 5) எம். சுப்பிரமணியம் 3/646, நியூ காலனி, தருமபுரி - 636701. (1104, 1486, 1429, 1611)
section-heading: திருப்பத்தூர் நகரம் (1211, 930, 1323, 945)
paragraph: அமைப்பாளர் - ம. நந்தகுமார் எண். 1/158 மாரியம்மன் கோவில் தெரு, துத்திப்பட்டு கிராமம் மற்றும் அஞ்சல், ஆம்பூர் தாலுக்கா, வேலூர் - 635811. (42, 206, 365, 256)
paragraph: அமைப்பாளர் - ந. சபாரத்தினம் 3-வது தெரு, சின்னமலையாம்பட்டு, காரப்பட்டு அஞ்சல், ஆம்பூர் தாலுக்கா, திருப்பத்தூர் மாவட்டம். (396, 1297, 719, 1347)
paragraph: அமைப்பாளர் - சே. செல்வம் பொம்மிகுப்பம் கிராமம் மற்றும் அஞ்சல், திருப்பத்தூர் வட்டம், திருப்பத்தூர் மாவட்டம். (396, 443, 719, 474)
section-heading: அணைக்கட்டு தெற்கு ஒன்றியம் (818, 1422, 1007, 1438)
paragraph: அமைப்பாளர் - ர. சக்கரவர்த்தி 113, சுண்ணாம்பு கொல்லை தெரு, மேட்டுப்பாளையம், உதயேந்திரம், திருப்பத்தூர் மாவட்டம். (1104, 1135, 1429, 1166)
paragraph: அமைப்பாளர் - அ. சந்திரன் கருப்பனூர் கிராமம், லக்கிநாயக்கன்பட்டி, திருப்பத்தூர் தாலுக்கா, திருப்பத்தூர் மாவட்டம். (42, 1759, 365, 1809)
district-heading: தருமபுரி கிழக்கு மாவட்டம் (1159, 1392, 1374, 1412)
paragraph: அமைப்பாளர் - எ. கலைசூர் புதுமனை 4வது தெரு, ஆம்பூர், திருப்பத்தூர் மாவட்டம். (1104, 281, 1429, 312)
